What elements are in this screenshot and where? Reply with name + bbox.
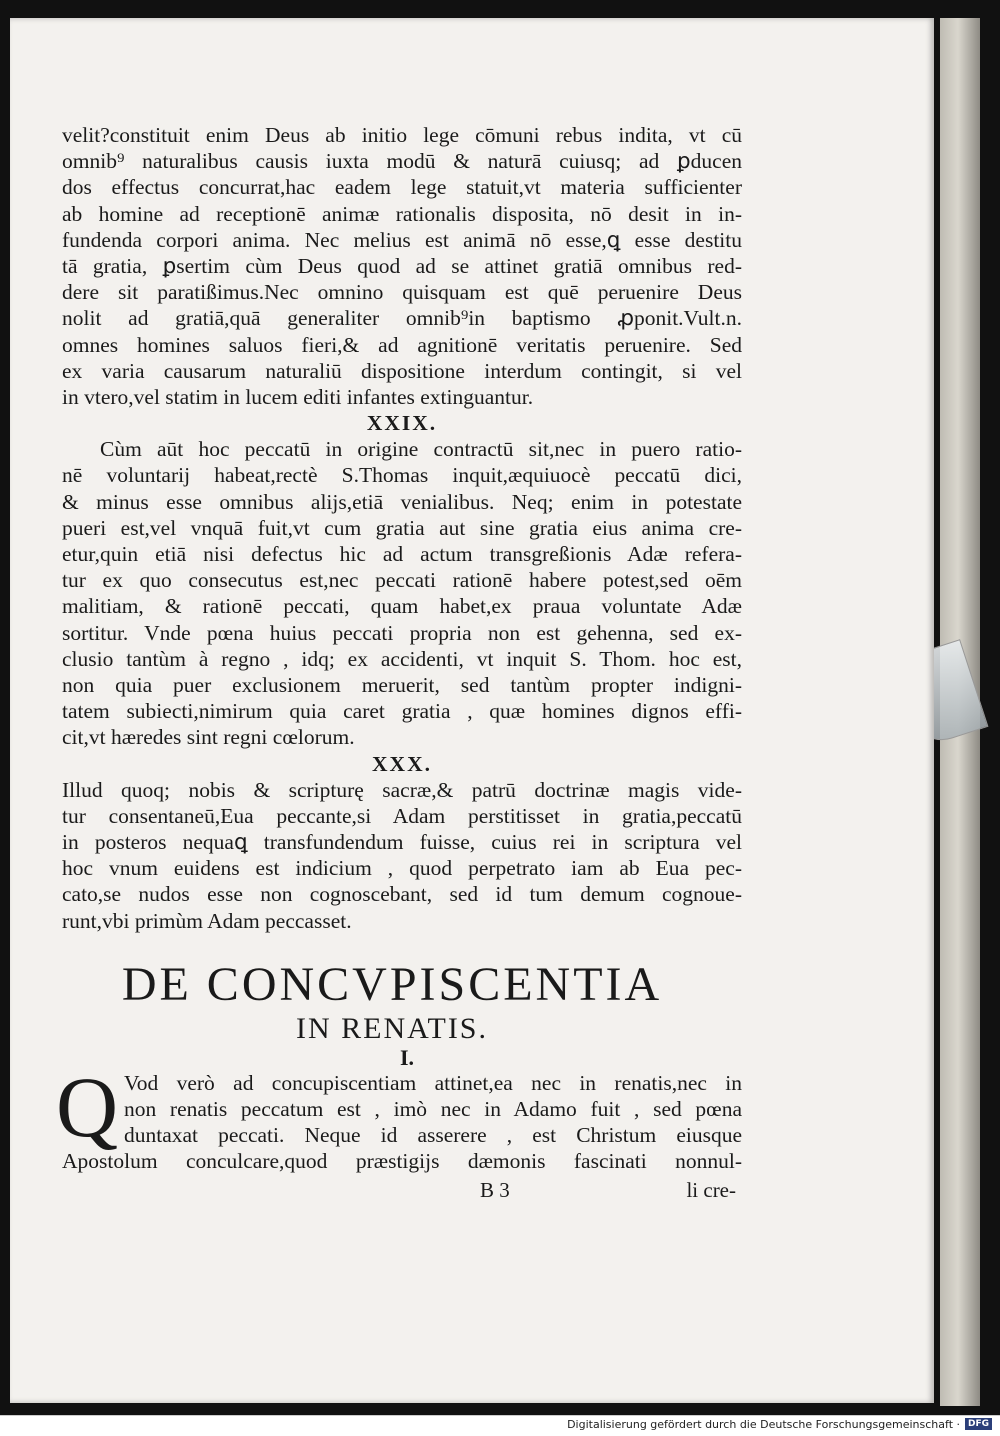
text-line: omnib⁹ naturalibus causis iuxta modū & naturā cuiusq; ad ꝑducen <box>62 149 742 174</box>
text-line: dos effectus concurrat,hac eadem lege statuit,vt materia sufficienter <box>62 175 742 200</box>
text-line: fundenda corpori anima. Nec melius est animā nō esse,ꝗ esse destitu <box>62 227 742 252</box>
text-line: cato,se nudos esse non cognoscebant, sed id tum demum cognoue- <box>62 882 742 907</box>
text-line: duntaxat peccati. Neque id asserere , est Christum eiusque <box>124 1123 742 1148</box>
funding-credit: Digitalisierung gefördert durch die Deutsche Forschungsgemeinschaft · <box>567 1418 960 1431</box>
text-line: in posteros nequaꝗ transfundendum fuisse, cuius rei in scriptura vel <box>62 830 742 855</box>
text-block <box>56 122 742 1203</box>
digitization-footer <box>0 1415 1000 1436</box>
text-line: runt,vbi primùm Adam peccasset. <box>62 908 352 933</box>
text-line: non quia puer exclusionem meruerit, sed tantùm propter indigni- <box>62 672 742 697</box>
text-line: nē voluntarij habeat,rectè S.Thomas inquit,æquiuocè peccatū dici, <box>62 463 742 488</box>
text-line: cit,vt hæredes sint regni cœlorum. <box>62 725 355 750</box>
catchword: li cre- <box>686 1177 736 1202</box>
text-line: Vod verò ad concupiscentiam attinet,ea nec in renatis,nec in <box>124 1070 742 1095</box>
section-heading-xxix: XXIX. <box>366 411 438 436</box>
book-page <box>10 18 934 1403</box>
text-line: etur,quin etiā nisi defectus hic ad actum transgreßionis Adæ refera- <box>62 542 742 566</box>
paragraph-1 <box>62 122 742 410</box>
text-line: in vtero,vel statim in lucem editi infantes extinguantur. <box>62 384 534 409</box>
paragraph-2 <box>62 436 742 750</box>
text-line: dere sit paratißimus.Nec omnino quisquam est quē peruenire Deus <box>62 280 742 305</box>
text-line: hoc vnum euidens est indicium , quod perpetrato iam ab Eua pec- <box>62 856 742 881</box>
drop-cap: Q <box>56 1058 119 1155</box>
text-line: velit?constituit enim Deus ab initio lege cōmuni rebus indita, vt cū <box>62 123 742 147</box>
section-numeral: I. <box>399 1044 415 1070</box>
section-heading-xxx: XXX. <box>372 751 432 776</box>
page-footer-line <box>62 1177 742 1203</box>
text-line: & minus esse omnibus alijs,etiā venialibus. Neq; enim in potestate <box>62 489 742 514</box>
paragraph-4 <box>56 1058 742 1175</box>
text-line: tā gratia, ꝑsertim cùm Deus quod ad se attinet gratiā omnibus red- <box>62 253 742 278</box>
text-line: Apostolum conculcare,quod præstigijs dæmonis fascinati nonnul- <box>62 1149 742 1174</box>
text-line: nolit ad gratiā,quā generaliter omnib⁹in baptismo ꝓponit.Vult.n. <box>62 306 742 331</box>
chapter-title: DE CONCVPISCENTIA <box>121 957 663 1011</box>
text-line: tur ex quo consecutus est,nec peccati rationē habere potest,sed oēm <box>62 568 742 593</box>
text-line: malitiam, & rationē peccati, quam habet,ex praua voluntate Adæ <box>62 594 742 619</box>
text-line: non renatis peccatum est , imò nec in Adamo fuit , sed pœna <box>124 1097 742 1121</box>
text-line: clusio tantùm à regno , idq; ex accidenti, vt inquit S. Thom. hoc est, <box>62 646 742 671</box>
dfg-logo: DFG <box>965 1418 992 1430</box>
paragraph-3 <box>62 777 742 934</box>
text-line: sortitur. Vnde pœna huius peccati propria non est gehenna, sed ex- <box>62 620 742 645</box>
text-line: pueri est,vel vnquā fuit,vt cum gratia aut sine gratia eius anima cre- <box>62 515 742 540</box>
signature-mark: B 3 <box>480 1177 510 1202</box>
text-line: ab homine ad receptionē animæ rationalis disposita, nō desit in in- <box>62 201 742 226</box>
text-line: Illud quoq; nobis & scripturę sacræ,& patrū doctrinæ magis vide- <box>62 777 742 802</box>
text-line: omnes homines saluos fieri,& ad agnitionē veritatis peruenire. Sed <box>62 332 742 357</box>
chapter-subtitle: IN RENATIS. <box>296 1011 488 1045</box>
text-line: tatem subiecti,nimirum quia caret gratia , quæ homines dignos effi- <box>62 699 742 724</box>
text-line: tur consentaneū,Eua peccante,si Adam perstitisset in gratia,peccatū <box>62 803 742 828</box>
text-line: Cùm aūt hoc peccatū in origine contractū sit,nec in puero ratio- <box>100 437 742 462</box>
text-line: ex varia causarum naturaliū dispositione interdum contingit, si vel <box>62 358 742 383</box>
